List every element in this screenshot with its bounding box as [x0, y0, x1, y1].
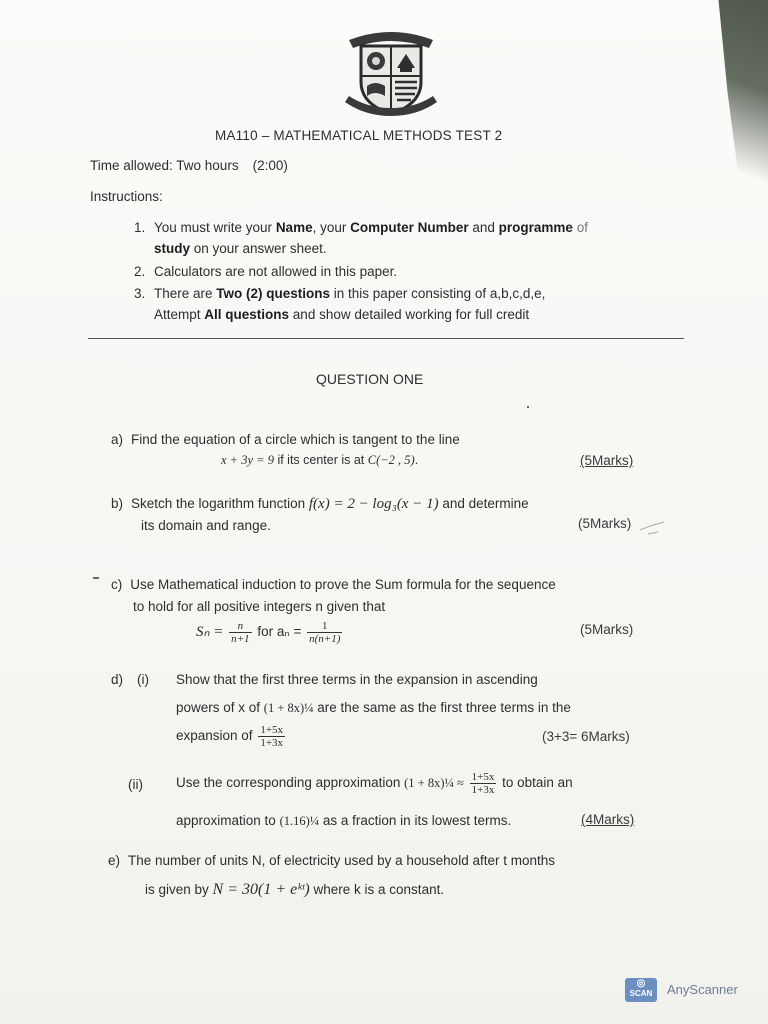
fraction-numerator: 1+5x [471, 771, 495, 783]
question-text: powers of x of [176, 700, 264, 715]
question-heading: QUESTION ONE [316, 371, 424, 387]
fraction-denominator: 1+3x [471, 784, 495, 796]
question-b-marks: (5Marks) [578, 516, 632, 531]
instruction-bold: Computer Number [350, 220, 469, 235]
question-d-i-label: (i) [137, 672, 149, 687]
question-c-line2: to hold for all positive integers n given that [133, 599, 386, 614]
instruction-bold: programme [498, 220, 573, 235]
question-text: expansion of [176, 728, 253, 744]
fraction-numerator: 1+5x [260, 724, 284, 736]
fraction-numerator: 1 [307, 620, 342, 633]
scanner-brand: AnyScanner [667, 982, 738, 997]
instruction-number: 2. [134, 264, 146, 279]
question-label: e) [108, 853, 121, 868]
question-c-line1 [111, 577, 556, 592]
instructions-label: Instructions: [90, 189, 163, 204]
instruction-bold: All questions [204, 307, 290, 322]
instruction-number: 1. [134, 220, 146, 235]
instruction-text: in this paper consisting of a,b,c,d,e, [330, 286, 546, 301]
sum-symbol: Sₙ = [196, 624, 224, 641]
rational-fraction [258, 724, 285, 749]
instruction-text: and [468, 220, 499, 235]
instruction-text: on your answer sheet. [190, 241, 327, 256]
instruction-1-line1 [134, 220, 588, 235]
question-label: a) [111, 432, 124, 447]
scan-badge-text: SCAN [629, 989, 653, 998]
an-fraction [307, 620, 342, 645]
time-allowed [90, 158, 288, 173]
fraction-numerator: n [229, 620, 251, 633]
anyscanner-logo-icon: ◎ SCAN [625, 978, 657, 1002]
question-text: where k is a constant. [309, 882, 445, 897]
instruction-bold: study [154, 241, 191, 256]
instruction-text: of [572, 220, 588, 235]
instruction-text: Attempt [154, 307, 205, 322]
question-c-marks: (5Marks) [580, 622, 634, 637]
section-divider [88, 338, 684, 339]
question-e-line2 [145, 881, 444, 899]
question-text: Use Mathematical induction to prove the Sum formula for the sequence [130, 577, 556, 592]
question-d-i-line2 [176, 700, 571, 716]
question-text: and determine [438, 496, 529, 511]
instruction-number: 3. [134, 286, 146, 301]
question-text: . [414, 453, 419, 467]
question-text: Sketch the logarithm function [131, 496, 309, 511]
instruction-text: and show detailed working for full credit [289, 307, 530, 322]
time-allowed-value: (2:00) [252, 158, 288, 173]
question-d-i-line1: Show that the first three terms in the expansion in ascending [176, 672, 538, 687]
question-d-ii-line1 [176, 771, 573, 796]
test-title: MA110 – MATHEMATICAL METHODS TEST 2 [215, 128, 503, 143]
question-d-i-line3 [176, 724, 287, 749]
binomial-expression: (1 + 8x)¼ [263, 701, 314, 715]
question-text: The number of units N, of electricity used by a household after t months [128, 853, 555, 868]
question-a-line2 [221, 453, 418, 468]
question-e-line1 [108, 853, 555, 868]
instruction-2 [134, 264, 397, 279]
question-a-line1 [111, 432, 460, 447]
log-function: f(x) = 2 − log₃(x − 1) [308, 496, 439, 512]
question-text: if its center is at [273, 453, 368, 467]
instruction-text: There are [154, 286, 217, 301]
instruction-text: Calculators are not allowed in this paper. [154, 264, 398, 279]
center-point: C(−2 , 5) [367, 453, 415, 467]
instruction-3-line1 [134, 286, 545, 301]
question-text: as a fraction in its lowest terms. [319, 813, 512, 828]
question-text: Use the corresponding approximation [176, 775, 405, 791]
question-d-label: d) [111, 672, 124, 687]
question-label: c) [111, 577, 123, 592]
electricity-formula: N = 30(1 + eᵏᵗ) [212, 881, 310, 898]
question-label: b) [111, 496, 124, 511]
line-equation: x + 3y = 9 [221, 453, 274, 467]
question-text: Find the equation of a circle which is tangent to the line [131, 432, 460, 447]
question-d-ii-line2 [176, 813, 511, 829]
instruction-bold: Name [275, 220, 313, 235]
pencil-tick-mark [638, 520, 668, 540]
approximation-expression: (1 + 8x)¼ ≈ [404, 776, 464, 791]
time-allowed-label: Time allowed: Two hours [90, 158, 239, 173]
approximation-fraction [470, 771, 497, 796]
term-symbol: for aₙ = [257, 624, 302, 640]
speck [527, 406, 529, 408]
question-text: to obtain an [498, 775, 573, 791]
university-crest-logo [345, 24, 437, 116]
question-d-ii-label: (ii) [128, 777, 143, 792]
sum-formula [196, 620, 344, 645]
fraction-denominator: n+1 [231, 633, 250, 645]
instruction-3-line2 [154, 307, 529, 322]
question-b-line2: its domain and range. [141, 518, 271, 533]
question-b-line1 [111, 496, 529, 513]
question-text: are the same as the first three terms in the [313, 700, 571, 715]
question-text: is given by [145, 882, 213, 897]
fraction-denominator: n(n+1) [309, 633, 341, 645]
question-d-ii-marks: (4Marks) [581, 812, 635, 827]
question-a-marks: (5Marks) [580, 453, 634, 468]
instruction-text: , your [312, 220, 351, 235]
speck [93, 577, 99, 579]
sn-fraction [229, 620, 251, 645]
instruction-bold: Two (2) questions [216, 286, 331, 301]
fraction-denominator: 1+3x [260, 737, 284, 749]
question-d-i-marks: (3+3= 6Marks) [542, 729, 630, 744]
instruction-1-line2 [154, 241, 327, 256]
value-expression: (1.16)¼ [279, 814, 320, 828]
question-text: approximation to [176, 813, 280, 828]
instruction-text: You must write your [154, 220, 276, 235]
